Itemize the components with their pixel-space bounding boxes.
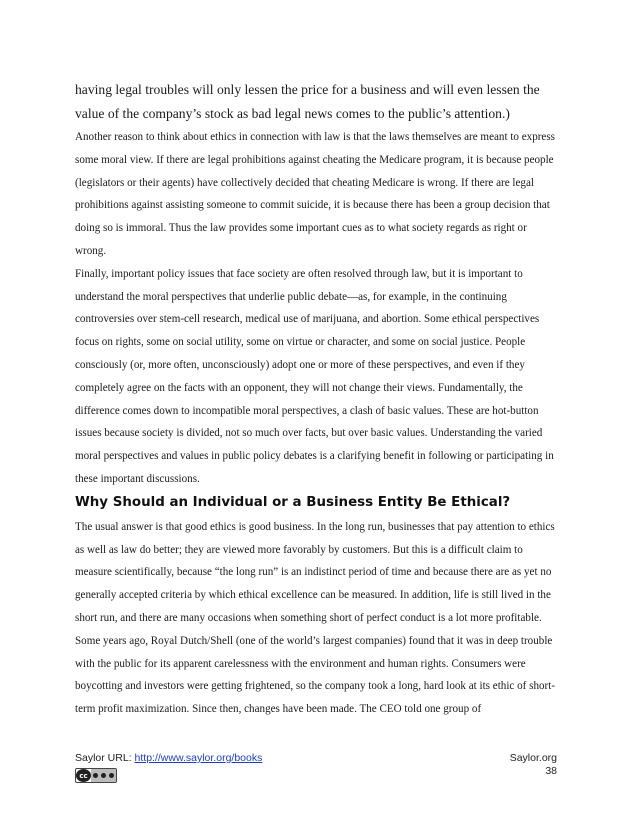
footer-site: Saylor.org: [509, 752, 557, 764]
lead-paragraph: having legal troubles will only lessen the price for a business and will even lessen the value of the company’s stock as bad legal news comes to the public’s attention.): [75, 82, 540, 121]
footer-site-info: [510, 752, 557, 778]
creative-commons-license-icon: [75, 768, 117, 783]
section-heading: Why Should an Individual or a Business Entity Be Ethical?: [75, 494, 511, 510]
body-paragraph: Another reason to think about ethics in connection with law is that the laws themselves are meant to express some moral view. If there are legal prohibitions against cheating the Medicare program, it is because people (legislators or their agents) have collectively decided that cheating Medicare is wrong. If there are legal prohibitions against assisting someone to commit suicide, it is because there has been a group decision that doing so is immoral. Thus the law provides some important cues as to what society regards as right or wrong.: [75, 131, 555, 257]
attribution-icon: [93, 773, 98, 778]
noncommercial-icon: [101, 773, 106, 778]
sharealike-icon: [109, 773, 114, 778]
footer-source: [75, 752, 262, 764]
footer-url-label: Saylor URL:: [75, 752, 135, 764]
license-marks: [91, 769, 116, 782]
cc-logo-icon: cc: [76, 769, 91, 782]
page-number: 38: [545, 765, 557, 777]
footer-url-link[interactable]: http://www.saylor.org/books: [134, 752, 263, 764]
body-paragraph: Finally, important policy issues that face society are often resolved through law, but it is important to understand the moral perspectives that underlie public debate—as, for example, in the continuing controversies over stem-cell research, medical use of marijuana, and abortion. Some ethical perspectives focus on rights, some on social utility, some on virtue or character, and some on social justice. People consciously (or, more often, unconsciously) adopt one or more of these perspectives, and even if they completely agree on the facts with an opponent, they will not change their views. Fundamentally, the difference comes down to incompatible moral perspectives, a clash of basic values. These are hot-button issues because society is divided, not so much over facts, but over basic values. Understanding the varied moral perspectives and values in public policy debates is a clarifying benefit in following or participating in these important discussions.: [75, 267, 554, 485]
page-body: [75, 78, 557, 721]
body-paragraph: The usual answer is that good ethics is good business. In the long run, businesses that pay attention to ethics as well as law do better; they are viewed more favorably by customers. But this is a difficult claim to measure scientifically, because “the long run” is an indistinct period of time and because there are as yet no generally accepted criteria by which ethical excellence can be measured. In addition, life is still lived in the short run, and there are many occasions when something short of perfect conduct is a lot more profitable.: [75, 520, 555, 624]
body-paragraph: Some years ago, Royal Dutch/Shell (one of the world’s largest companies) found that it was in deep trouble with the public for its apparent carelessness with the environment and human rights. Consumers were boycotting and investors were getting frightened, so the company took a long, hard look at its ethic of short-term profit maximization. Since then, changes have been made. The CEO told one group of: [75, 634, 556, 716]
